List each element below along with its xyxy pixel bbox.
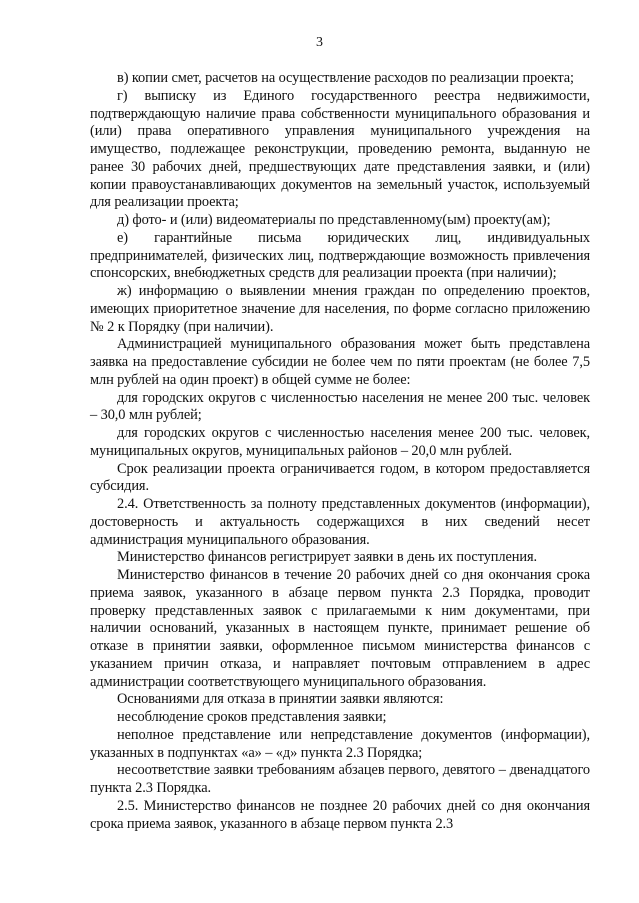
paragraph-term: Срок реализации проекта ограничивается годом, в котором предоставляется субсидия. (90, 460, 590, 495)
paragraph-2-5: 2.5. Министерство финансов не позднее 20 рабочих дней со дня окончания срока приема заявок, указанного в абзаце первом пункта 2.3 (90, 797, 590, 832)
paragraph-2-4: 2.4. Ответственность за полноту представленных документов (информации), достоверность и актуальность содержащихся в них сведений несет администрация муниципального образования. (90, 496, 590, 548)
paragraph-small-cities: для городских округов с численностью населения менее 200 тыс. человек, муниципальных округов, муниципальных районов – 20,0 млн рублей. (90, 425, 590, 459)
page-number: 3 (316, 35, 323, 50)
paragraph-ground-incomplete: неполное представление или непредставление документов (информации), указанных в подпунктах «а» – «д» пункта 2.3 Порядка; (90, 726, 590, 761)
paragraph-subsidy-limit: Администрацией муниципального образования может быть представлена заявка на предоставление субсидии не более чем по пяти проектам (не более 7,5 млн рублей на один проект) в общей сумме не более: (90, 336, 590, 388)
paragraph-item-g: г) выписку из Единого государственного реестра недвижимости, подтверждающую наличие права собственности муниципального образования и (или) права оперативного управления муниципального учреждения на имущество, подлежащее реконструкции, проведению ремонта, выданную не ранее 30 рабочих дней, предшествующих дате представления заявки, и (или) копии правоустанавливающих документов на земельный участок, используемый для реализации проекта; (90, 87, 590, 211)
paragraph-refusal-grounds: Основаниями для отказа в принятии заявки являются: (117, 691, 444, 708)
paragraph-registration: Министерство финансов регистрирует заявки в день их поступления. (117, 549, 537, 566)
paragraph-ground-deadline: несоблюдение сроков представления заявки; (117, 709, 387, 725)
paragraph-item-v: в) копии смет, расчетов на осуществление расходов по реализации проекта; (117, 70, 574, 86)
paragraph-ground-mismatch: несоответствие заявки требованиям абзацев первого, девятого – двенадцатого пункта 2.3 Порядка. (90, 762, 590, 796)
paragraph-review: Министерство финансов в течение 20 рабочих дней со дня окончания срока приема заявок, указанного в абзаце первом пункта 2.3 Порядка, проводит проверку представленных заявок с прилагаемыми к ним документами, при наличии оснований, указанных в настоящем пункте, принимает решение об отказе в принятии заявки, оформленное письмом министерства финансов с указанием причин отказа, и направляет почтовым отправлением в адрес администрации соответствующего муниципального образования. (90, 567, 590, 690)
paragraph-large-cities: для городских округов с численностью населения не менее 200 тыс. человек – 30,0 млн рублей; (90, 389, 590, 424)
paragraph-item-e: е) гарантийные письма юридических лиц, индивидуальных предпринимателей, физических лиц, подтверждающие возможность привлечения спонсорских, внебюджетных средств для реализации проекта (при наличии); (90, 229, 590, 282)
paragraph-item-d: д) фото- и (или) видеоматериалы по представленному(ым) проекту(ам); (117, 212, 551, 228)
document-body (90, 70, 590, 833)
paragraph-item-zh: ж) информацию о выявлении мнения граждан по определению проектов, имеющих приоритетное значение для населения, по форме согласно приложению № 2 к Порядку (при наличии). (90, 283, 590, 335)
